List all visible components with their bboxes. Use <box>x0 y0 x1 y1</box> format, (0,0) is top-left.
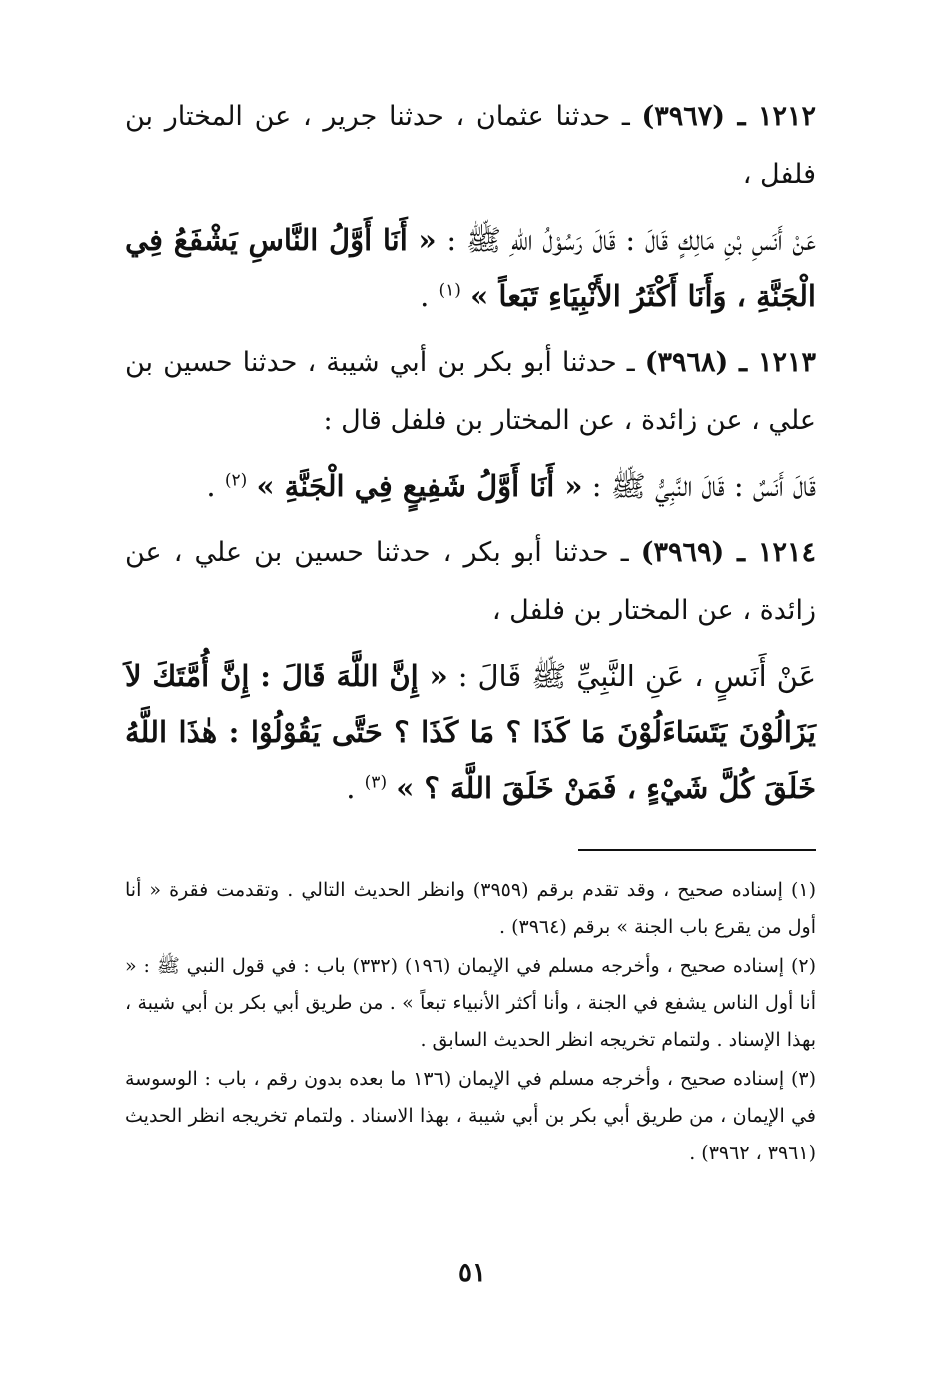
matn-text: « إِنَّ اللَّهَ قَالَ : إِنَّ أُمَّتَكَ لاَ يَزَالُوْنَ يَتَسَاءَلُوْنَ مَا كَذَا ؟ مَا كَذَا ؟ حَتَّى يَقُوْلُوْا : هٰذَا اللَّهُ خَلَقَ كُلَّ شَيْءٍ ، فَمَنْ خَلَقَ اللَّهَ ؟ » <box>125 659 816 805</box>
footnote-3: (٣) إسناده صحيح ، وأخرجه مسلم في الإيمان (١٣٦ ما بعده بدون رقم ، باب : الوسوسة في الإيمان ، من طريق أبي بكر بن أبي شيبة ، بهذا الاسناد . ولتمام تخريجه انظر الحديث (٣٩٦١ ، ٣٩٦٢) . <box>125 1068 816 1164</box>
isnad-text: ـ حدثنا عثمان ، حدثنا جرير ، عن المختار بن فلفل ، <box>125 101 816 190</box>
matn-end: . <box>346 771 365 805</box>
matn-text: « أَنَا أَوَّلُ شَفِيعٍ فِي الْجَنَّةِ » <box>256 469 583 503</box>
main-text <box>125 88 816 826</box>
isnad-text: ـ حدثنا أبو بكر ، حدثنا حسين بن علي ، عن زائدة ، عن المختار بن فلفل ، <box>125 537 816 626</box>
hadith-matn-1214 <box>125 648 816 816</box>
footnotes <box>125 872 816 1174</box>
footnote-divider <box>578 849 816 851</box>
isnad-text: ـ حدثنا أبو بكر بن أبي شيبة ، حدثنا حسين بن علي ، عن زائدة ، عن المختار بن فلفل قال : <box>125 347 816 436</box>
footnote-ref: (١) <box>438 280 461 301</box>
hadith-matn-1213 <box>125 458 816 514</box>
hadith-matn-1212 <box>125 212 816 324</box>
matn-text: « أَنَا أَوَّلُ النَّاسِ يَشْفَعُ فِي الْجَنَّةِ ، وَأَنَا أَكْثَرُ الأَنْبِيَاءِ تَبَعاً » <box>125 223 816 313</box>
hadith-number: ١٢١٤ ـ (٣٩٦٩) <box>640 537 816 568</box>
hadith-isnad-1213 <box>125 334 816 450</box>
footnote-ref: (٣) <box>364 772 388 793</box>
page-number: ٥١ <box>458 1258 486 1288</box>
matn-end: . <box>206 469 225 503</box>
footnote-ref: (٢) <box>224 470 248 491</box>
hadith-number: ١٢١٢ ـ (٣٩٦٧) <box>641 101 816 132</box>
matn-intro: عَنْ أَنَسٍ ، عَنِ النَّبِيِّ ﷺ قَالَ : <box>447 659 816 693</box>
footnote-1: (١) إسناده صحيح ، وقد تقدم برقم (٣٩٥٩) وانظر الحديث التالي . وتقدمت فقرة « أنا أول من يقرع باب الجنة » برقم (٣٩٦٤) . <box>125 879 816 938</box>
matn-end: . <box>420 279 439 313</box>
footnote-2: (٢) إسناده صحيح ، وأخرجه مسلم في الإيمان (١٩٦) (٣٣٢) باب : في قول النبي ﷺ : « أنا أول الناس يشفع في الجنة ، وأنا أكثر الأنبياء تبعاً » . من طريق أبي بكر بن أبي شيبة ، بهذا الإسناد . ولتمام تخريجه انظر الحديث السابق . <box>125 955 816 1051</box>
matn-intro: عَنْ أَنَسِ بْنِ مَالِكٍ قَالَ : قَالَ رَسُوْلُ اللهِ ﷺ : <box>436 223 816 257</box>
hadith-number: ١٢١٣ ـ (٣٩٦٨) <box>644 347 816 378</box>
matn-intro: قَالَ أَنَسٌ : قَالَ النَّبِيُّ ﷺ : <box>582 469 816 503</box>
hadith-isnad-1212 <box>125 88 816 204</box>
hadith-isnad-1214 <box>125 524 816 640</box>
